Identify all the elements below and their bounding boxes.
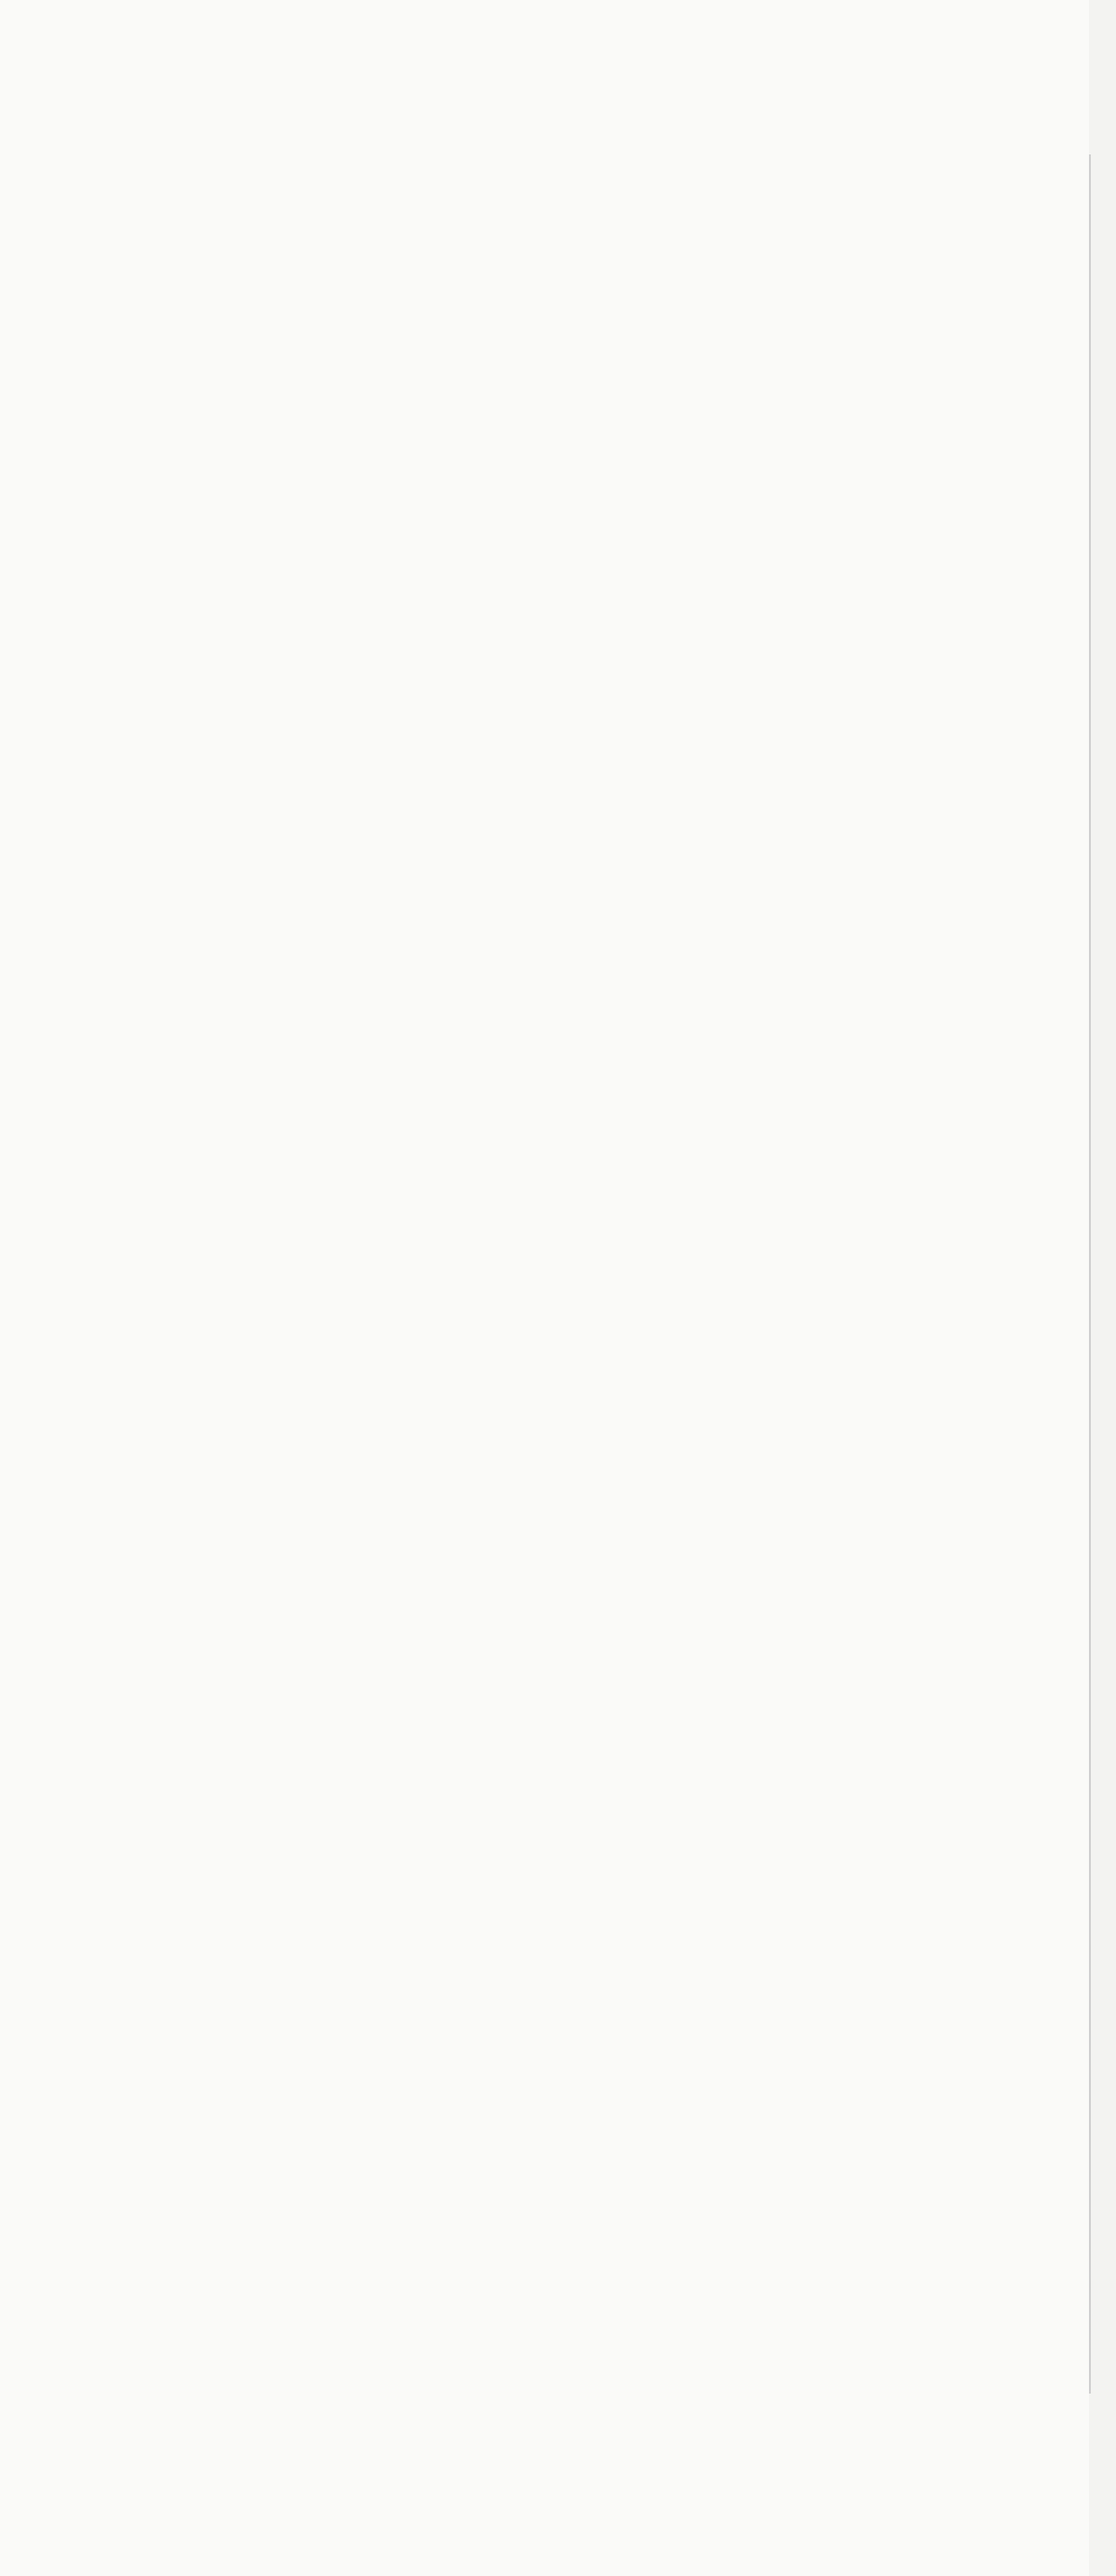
answer-content <box>29 147 1072 176</box>
page-edge-divider <box>1089 154 1091 2394</box>
